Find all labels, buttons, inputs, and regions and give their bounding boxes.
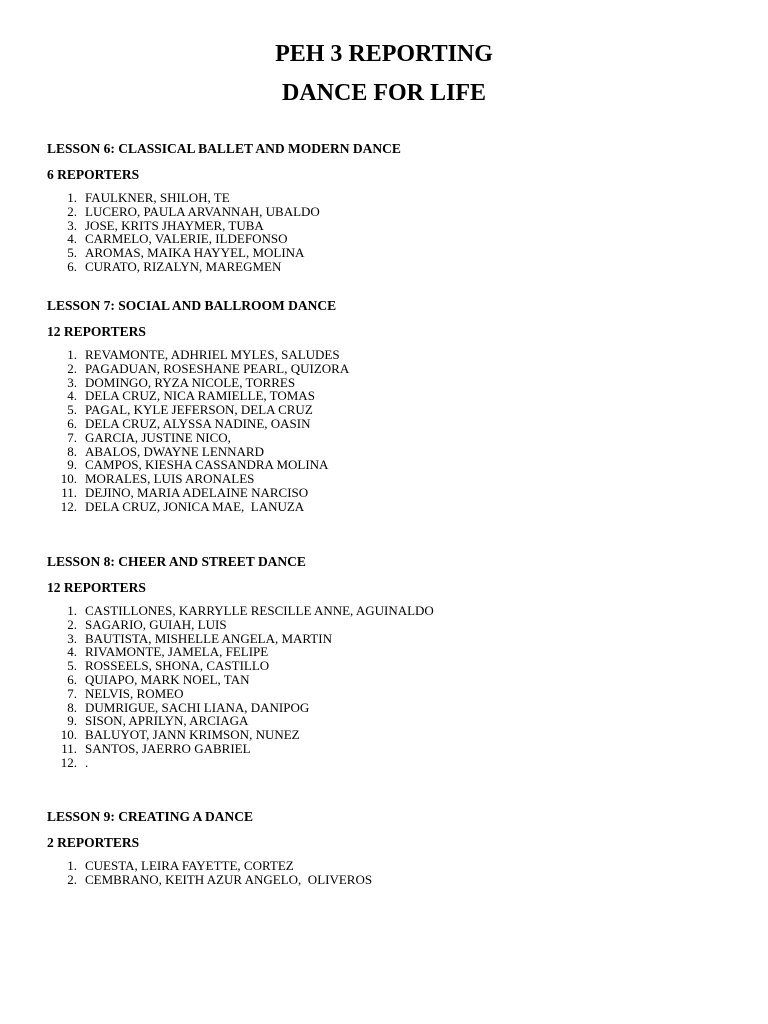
reporter-name: GARCIA, JUSTINE NICO,: [85, 429, 231, 445]
reporter-number: 3.: [67, 217, 77, 233]
reporter-name: DOMINGO, RYZA NICOLE, TORRES: [85, 374, 296, 390]
reporter-item: [47, 486, 747, 500]
lesson-heading: LESSON 7: SOCIAL AND BALLROOM DANCE: [47, 298, 337, 313]
reporter-number: 2.: [67, 616, 77, 632]
reporter-number: 9.: [67, 713, 77, 729]
lesson-heading: LESSON 6: CLASSICAL BALLET AND MODERN DANCE: [47, 141, 401, 156]
reporter-name: SISON, APRILYN, ARCIAGA: [85, 713, 249, 729]
reporter-number: 1.: [67, 347, 77, 362]
reporter-name: FAULKNER, SHILOH, TE: [85, 190, 230, 205]
lesson-heading: LESSON 8: CHEER AND STREET DANCE: [47, 554, 306, 569]
reporter-number: 3.: [67, 630, 77, 646]
reporter-number: 10.: [60, 727, 77, 743]
reporter-name: CASTILLONES, KARRYLLE RESCILLE ANNE, AGUINALDO: [85, 603, 434, 618]
reporter-item: [47, 431, 747, 445]
reporter-item: [47, 205, 747, 219]
reporter-name: DELA CRUZ, ALYSSA NADINE, OASIN: [85, 415, 311, 431]
reporter-name: MORALES, LUIS ARONALES: [85, 471, 255, 487]
lesson-heading: LESSON 9: CREATING A DANCE: [47, 809, 254, 824]
reporter-item: [47, 659, 747, 673]
reporter-name: SAGARIO, GUIAH, LUIS: [85, 616, 227, 632]
reporter-item: [47, 260, 747, 274]
reporter-count: 12 REPORTERS: [47, 324, 146, 339]
reporter-item: [47, 859, 747, 873]
reporter-name: SANTOS, JAERRO GABRIEL: [85, 740, 251, 756]
reporter-number: 6.: [67, 671, 77, 687]
reporter-number: 4.: [67, 388, 77, 404]
reporter-name: DELA CRUZ, NICA RAMIELLE, TOMAS: [85, 388, 315, 404]
reporter-count: 2 REPORTERS: [47, 835, 140, 850]
reporter-item: [47, 219, 747, 233]
reporter-number: 6.: [67, 415, 77, 431]
reporter-name: DUMRIGUE, SACHI LIANA, DANIPOG: [85, 699, 310, 715]
reporter-name: DELA CRUZ, JONICA MAE, LANUZA: [85, 498, 305, 514]
lesson-section: [47, 809, 747, 887]
reporter-number: 10.: [60, 471, 77, 487]
reporter-number: 1.: [67, 190, 77, 205]
reporter-item: [47, 472, 747, 486]
reporter-name: LUCERO, PAULA ARVANNAH, UBALDO: [85, 203, 320, 219]
reporter-item: [47, 632, 747, 646]
reporter-name: QUIAPO, MARK NOEL, TAN: [85, 671, 250, 687]
reporter-name: CEMBRANO, KEITH AZUR ANGELO, OLIVEROS: [85, 871, 373, 887]
reporter-item: [47, 232, 747, 246]
reporter-item: [47, 362, 747, 376]
reporter-item: [47, 687, 747, 701]
reporter-item: [47, 246, 747, 260]
reporter-number: 6.: [67, 258, 77, 274]
reporter-number: 8.: [67, 443, 77, 459]
reporter-item: [47, 500, 747, 514]
reporter-item: [47, 417, 747, 431]
lesson-section: [47, 298, 747, 514]
document-subtitle: DANCE FOR LIFE: [281, 80, 486, 106]
reporter-number: 7.: [67, 685, 77, 701]
reporter-list: [47, 859, 747, 887]
reporter-number: 5.: [67, 402, 77, 418]
reporter-name: RIVAMONTE, JAMELA, FELIPE: [85, 644, 269, 660]
reporter-number: 7.: [67, 429, 77, 445]
reporter-item: [47, 389, 747, 403]
document-title: PEH 3 REPORTING: [275, 41, 493, 67]
reporter-number: 4.: [67, 644, 77, 660]
reporter-name: .: [85, 754, 89, 770]
reporter-name: CAMPOS, KIESHA CASSANDRA MOLINA: [85, 457, 329, 473]
reporter-name: ROSSEELS, SHONA, CASTILLO: [85, 658, 270, 674]
reporter-item: [47, 604, 747, 618]
reporter-name: CURATO, RIZALYN, MAREGMEN: [85, 258, 282, 274]
lesson-section: [47, 141, 747, 274]
reporter-number: 2.: [67, 871, 77, 887]
reporter-item: [47, 191, 747, 205]
reporter-name: BAUTISTA, MISHELLE ANGELA, MARTIN: [85, 630, 332, 646]
reporter-number: 8.: [67, 699, 77, 715]
reporter-name: PAGAL, KYLE JEFERSON, DELA CRUZ: [85, 402, 313, 418]
reporter-number: 2.: [67, 360, 77, 376]
reporter-item: [47, 873, 747, 887]
reporter-item: [47, 348, 747, 362]
reporter-name: CUESTA, LEIRA FAYETTE, CORTEZ: [85, 858, 294, 873]
reporter-item: [47, 701, 747, 715]
reporter-item: [47, 714, 747, 728]
reporter-number: 11.: [61, 484, 77, 500]
reporter-name: AROMAS, MAIKA HAYYEL, MOLINA: [85, 245, 305, 261]
reporter-item: [47, 458, 747, 472]
reporter-item: [47, 673, 747, 687]
reporter-name: REVAMONTE, ADHRIEL MYLES, SALUDES: [85, 347, 340, 362]
reporter-list: [47, 191, 747, 274]
reporter-name: DEJINO, MARIA ADELAINE NARCISO: [85, 484, 309, 500]
reporter-name: JOSE, KRITS JHAYMER, TUBA: [85, 217, 264, 233]
reporter-name: PAGADUAN, ROSESHANE PEARL, QUIZORA: [85, 360, 350, 376]
lesson-section: [47, 554, 747, 770]
reporter-item: [47, 756, 747, 770]
reporter-number: 5.: [67, 245, 77, 261]
reporter-number: 1.: [67, 858, 77, 873]
reporter-name: NELVIS, ROMEO: [85, 685, 184, 701]
reporter-number: 3.: [67, 374, 77, 390]
reporter-number: 5.: [67, 658, 77, 674]
reporter-item: [47, 645, 747, 659]
reporter-number: 1.: [67, 603, 77, 618]
reporter-item: [47, 618, 747, 632]
reporter-item: [47, 742, 747, 756]
reporter-item: [47, 728, 747, 742]
reporter-item: [47, 376, 747, 390]
reporter-number: 2.: [67, 203, 77, 219]
reporter-count: 6 REPORTERS: [47, 167, 140, 182]
reporter-name: CARMELO, VALERIE, ILDEFONSO: [85, 231, 288, 247]
reporter-number: 12.: [60, 754, 77, 770]
reporter-list: [47, 604, 747, 770]
reporter-count: 12 REPORTERS: [47, 580, 146, 595]
reporter-number: 11.: [61, 740, 77, 756]
reporter-item: [47, 445, 747, 459]
reporter-number: 12.: [60, 498, 77, 514]
reporter-number: 4.: [67, 231, 77, 247]
reporter-name: BALUYOT, JANN KRIMSON, NUNEZ: [85, 727, 300, 743]
reporter-number: 9.: [67, 457, 77, 473]
reporter-list: [47, 348, 747, 514]
reporter-name: ABALOS, DWAYNE LENNARD: [85, 443, 264, 459]
reporter-item: [47, 403, 747, 417]
